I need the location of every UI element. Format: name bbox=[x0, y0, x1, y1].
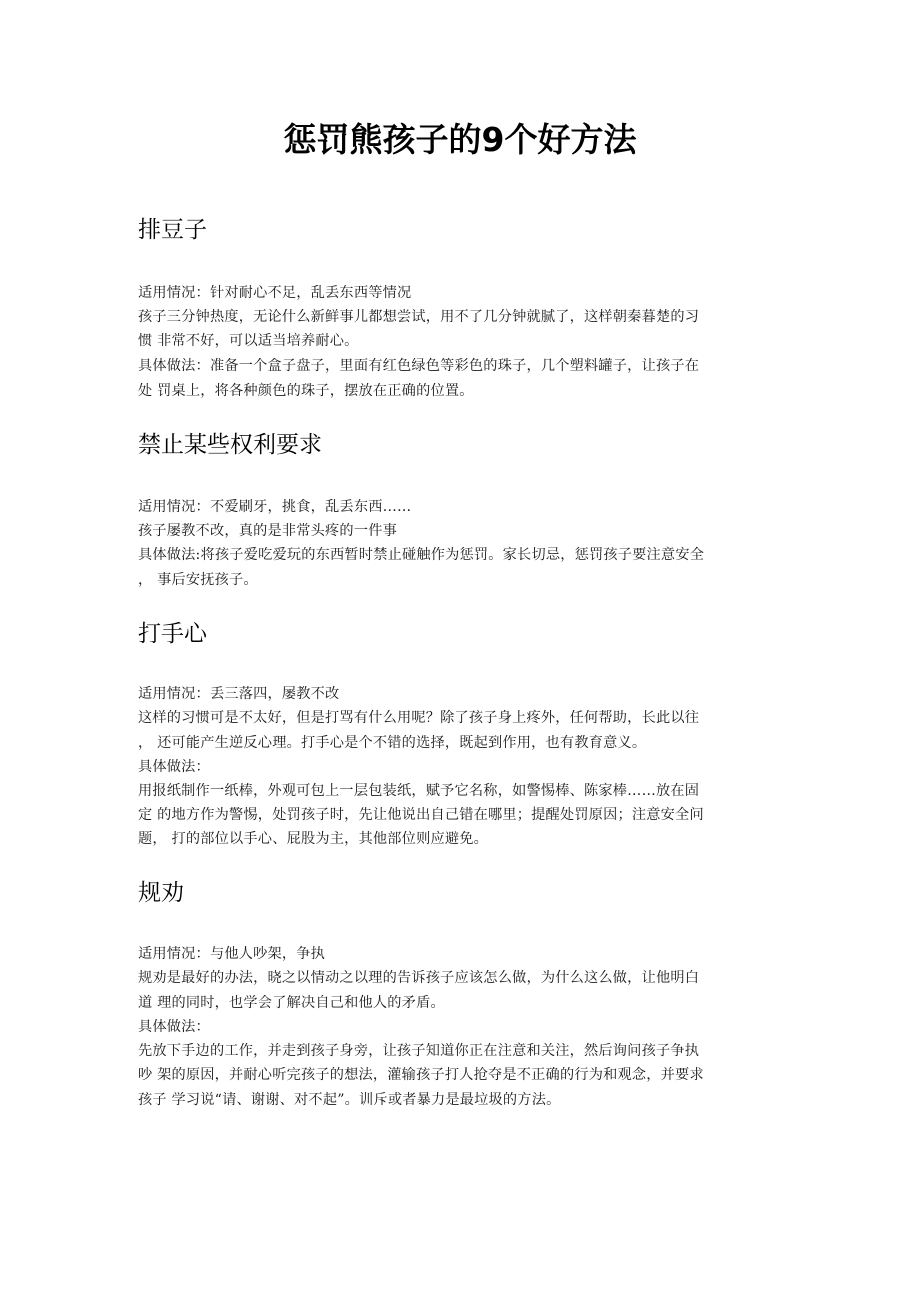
section-heading: 规劝 bbox=[138, 880, 184, 906]
text-line: 适用情况：不爱刷牙，挑食，乱丢东西…… bbox=[138, 499, 412, 515]
text-line: 惯 非常不好，可以适当培养耐心。 bbox=[138, 333, 359, 349]
text-line: 孩子 学习说“请、谢谢、对不起”。训斥或者暴力是最垃圾的方法。 bbox=[138, 1092, 561, 1108]
text-line: 这样的习惯可是不太好，但是打骂有什么用呢？除了孩子身上疼外，任何帮助，长此以往 bbox=[138, 710, 700, 726]
text-line: 处 罚桌上，将各种颜色的珠子，摆放在正确的位置。 bbox=[138, 383, 474, 399]
text-line: 具体做法：准备一个盒子盘子，里面有红色绿色等彩色的珠子，几个塑料罐子，让孩子在 bbox=[138, 358, 700, 374]
text-line: 定 的地方作为警惕，处罚孩子时，先让他说出自己错在哪里；提醒处罚原因；注意安全问 bbox=[138, 807, 704, 823]
text-line: 先放下手边的工作，并走到孩子身旁，让孩子知道你正在注意和关注，然后询问孩子争执 bbox=[138, 1043, 700, 1059]
text-line: 适用情况：针对耐心不足，乱丢东西等情况 bbox=[138, 285, 412, 301]
text-line: 题， 打的部位以手心、屁股为主，其他部位则应避免。 bbox=[138, 831, 489, 847]
text-line: 具体做法： bbox=[138, 759, 210, 775]
text-line: 孩子三分钟热度，无论什么新鲜事儿都想尝试，用不了几分钟就腻了，这样朝秦暮楚的习 bbox=[138, 309, 700, 325]
text-line: 孩子屡教不改，真的是非常头疼的一件事 bbox=[138, 523, 397, 539]
text-line: 道 理的同时，也学会了解决自己和他人的矛盾。 bbox=[138, 995, 445, 1011]
text-line: 规劝是最好的办法，晓之以情动之以理的告诉孩子应该怎么做，为什么这么做，让他明白 bbox=[138, 970, 700, 986]
text-line: ， 还可能产生逆反心理。打手心是个不错的选择，既起到作用，也有教育意义。 bbox=[138, 735, 647, 751]
section-heading: 排豆子 bbox=[138, 217, 207, 243]
section-heading: 打手心 bbox=[138, 621, 207, 647]
text-line: 吵 架的原因，并耐心听完孩子的想法，灌输孩子打人抢夺是不正确的行为和观念，并要求 bbox=[138, 1067, 704, 1083]
page-title: 惩罚熊孩子的9个好方法 bbox=[283, 120, 637, 159]
text-line: ， 事后安抚孩子。 bbox=[138, 572, 258, 588]
section-heading: 禁止某些权利要求 bbox=[138, 432, 322, 458]
text-line: 适用情况：丢三落四，屡教不改 bbox=[138, 686, 340, 702]
text-line: 具体做法： bbox=[138, 1019, 210, 1035]
text-line: 具体做法:将孩子爱吃爱玩的东西暂时禁止碰触作为惩罚。家长切忌，惩罚孩子要注意安全 bbox=[138, 547, 705, 563]
text-line: 适用情况：与他人吵架，争执 bbox=[138, 946, 326, 962]
text-line: 用报纸制作一纸棒，外观可包上一层包装纸，赋予它名称，如警惕棒、陈家棒……放在固 bbox=[138, 783, 700, 799]
